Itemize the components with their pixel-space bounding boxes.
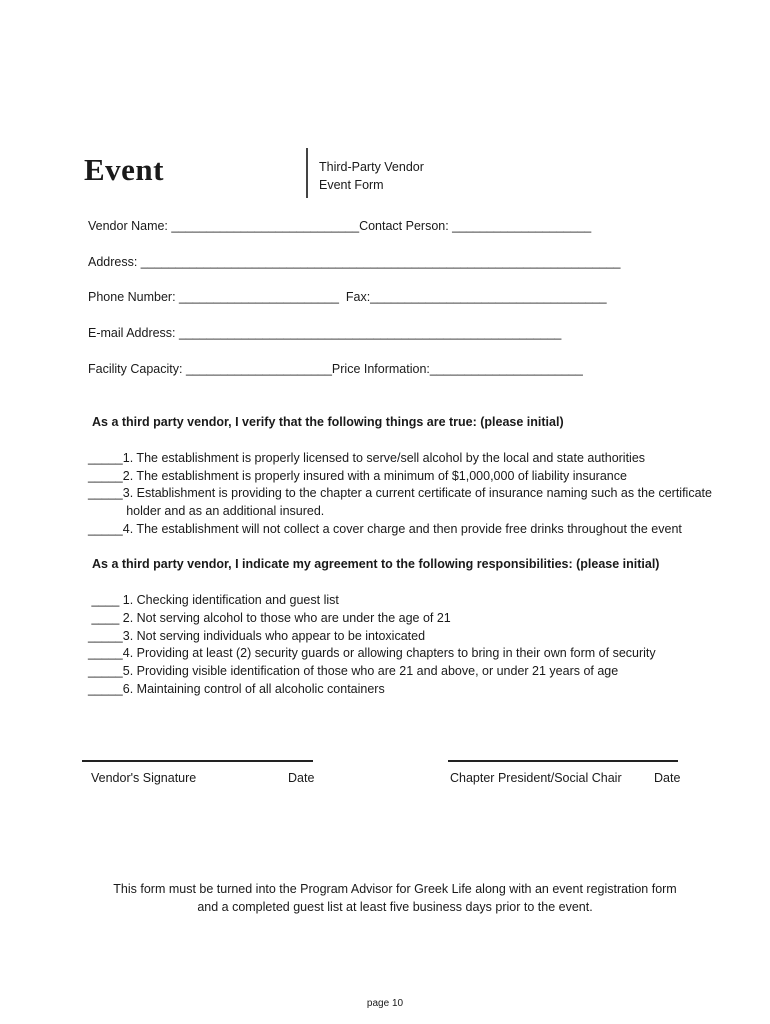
header-divider [306,148,308,198]
vendor-signature-label: Vendor's Signature [91,771,197,785]
chapter-signature-line[interactable] [448,760,678,762]
chapter-signature-label: Chapter President/Social Chair [450,771,622,785]
address-field[interactable]: Address: _____________________________________________________________________ [88,255,621,269]
section1-item[interactable]: _____1. The establishment is properly licensed to serve/sell alcohol by the local and state authorities [88,451,646,465]
form-title: Event [84,152,164,187]
vendor-name-contact-field[interactable]: Vendor Name: ___________________________Contact Person: ____________________ [88,219,592,233]
section2-item[interactable]: _____6. Maintaining control of all alcoholic containers [88,682,385,696]
form-subtitle-line2: Event Form [319,178,384,192]
section1-item[interactable]: _____3. Establishment is providing to the chapter a current certificate of insurance naming such as the certificate [88,486,712,500]
form-subtitle-line1: Third-Party Vendor [319,160,424,174]
phone-fax-field[interactable]: Phone Number: _______________________ Fax:__________________________________ [88,290,607,304]
section1-heading: As a third party vendor, I verify that the following things are true: (please initial) [92,415,564,429]
section2-item[interactable]: ____ 1. Checking identification and guest list [88,593,339,607]
section2-item[interactable]: ____ 2. Not serving alcohol to those who are under the age of 21 [88,611,451,625]
section2-item[interactable]: _____4. Providing at least (2) security guards or allowing chapters to bring in their own form of security [88,646,656,660]
page-number: page 10 [366,998,404,1009]
vendor-signature-line[interactable] [82,760,313,762]
email-field[interactable]: E-mail Address: _______________________________________________________ [88,326,562,340]
footer-instructions [90,880,700,916]
section2-item[interactable]: _____5. Providing visible identification of those who are 21 and above, or under 21 years of age [88,664,619,678]
section1-item[interactable]: _____2. The establishment is properly insured with a minimum of $1,000,000 of liability insurance [88,469,627,483]
chapter-date-label: Date [654,771,681,785]
section1-item-continuation: holder and as an additional insured. [88,504,325,518]
footer-line1: This form must be turned into the Program Advisor for Greek Life along with an event registration form [113,882,677,896]
footer-line2: and a completed guest list at least five business days prior to the event. [197,900,593,914]
section2-item[interactable]: _____3. Not serving individuals who appear to be intoxicated [88,629,426,643]
section2-heading: As a third party vendor, I indicate my agreement to the following responsibilities: (please initial) [92,557,660,571]
capacity-price-field[interactable]: Facility Capacity: _____________________Price Information:______________________ [88,362,583,376]
vendor-date-label: Date [288,771,315,785]
section1-item[interactable]: _____4. The establishment will not collect a cover charge and then provide free drinks throughout the event [88,522,682,536]
